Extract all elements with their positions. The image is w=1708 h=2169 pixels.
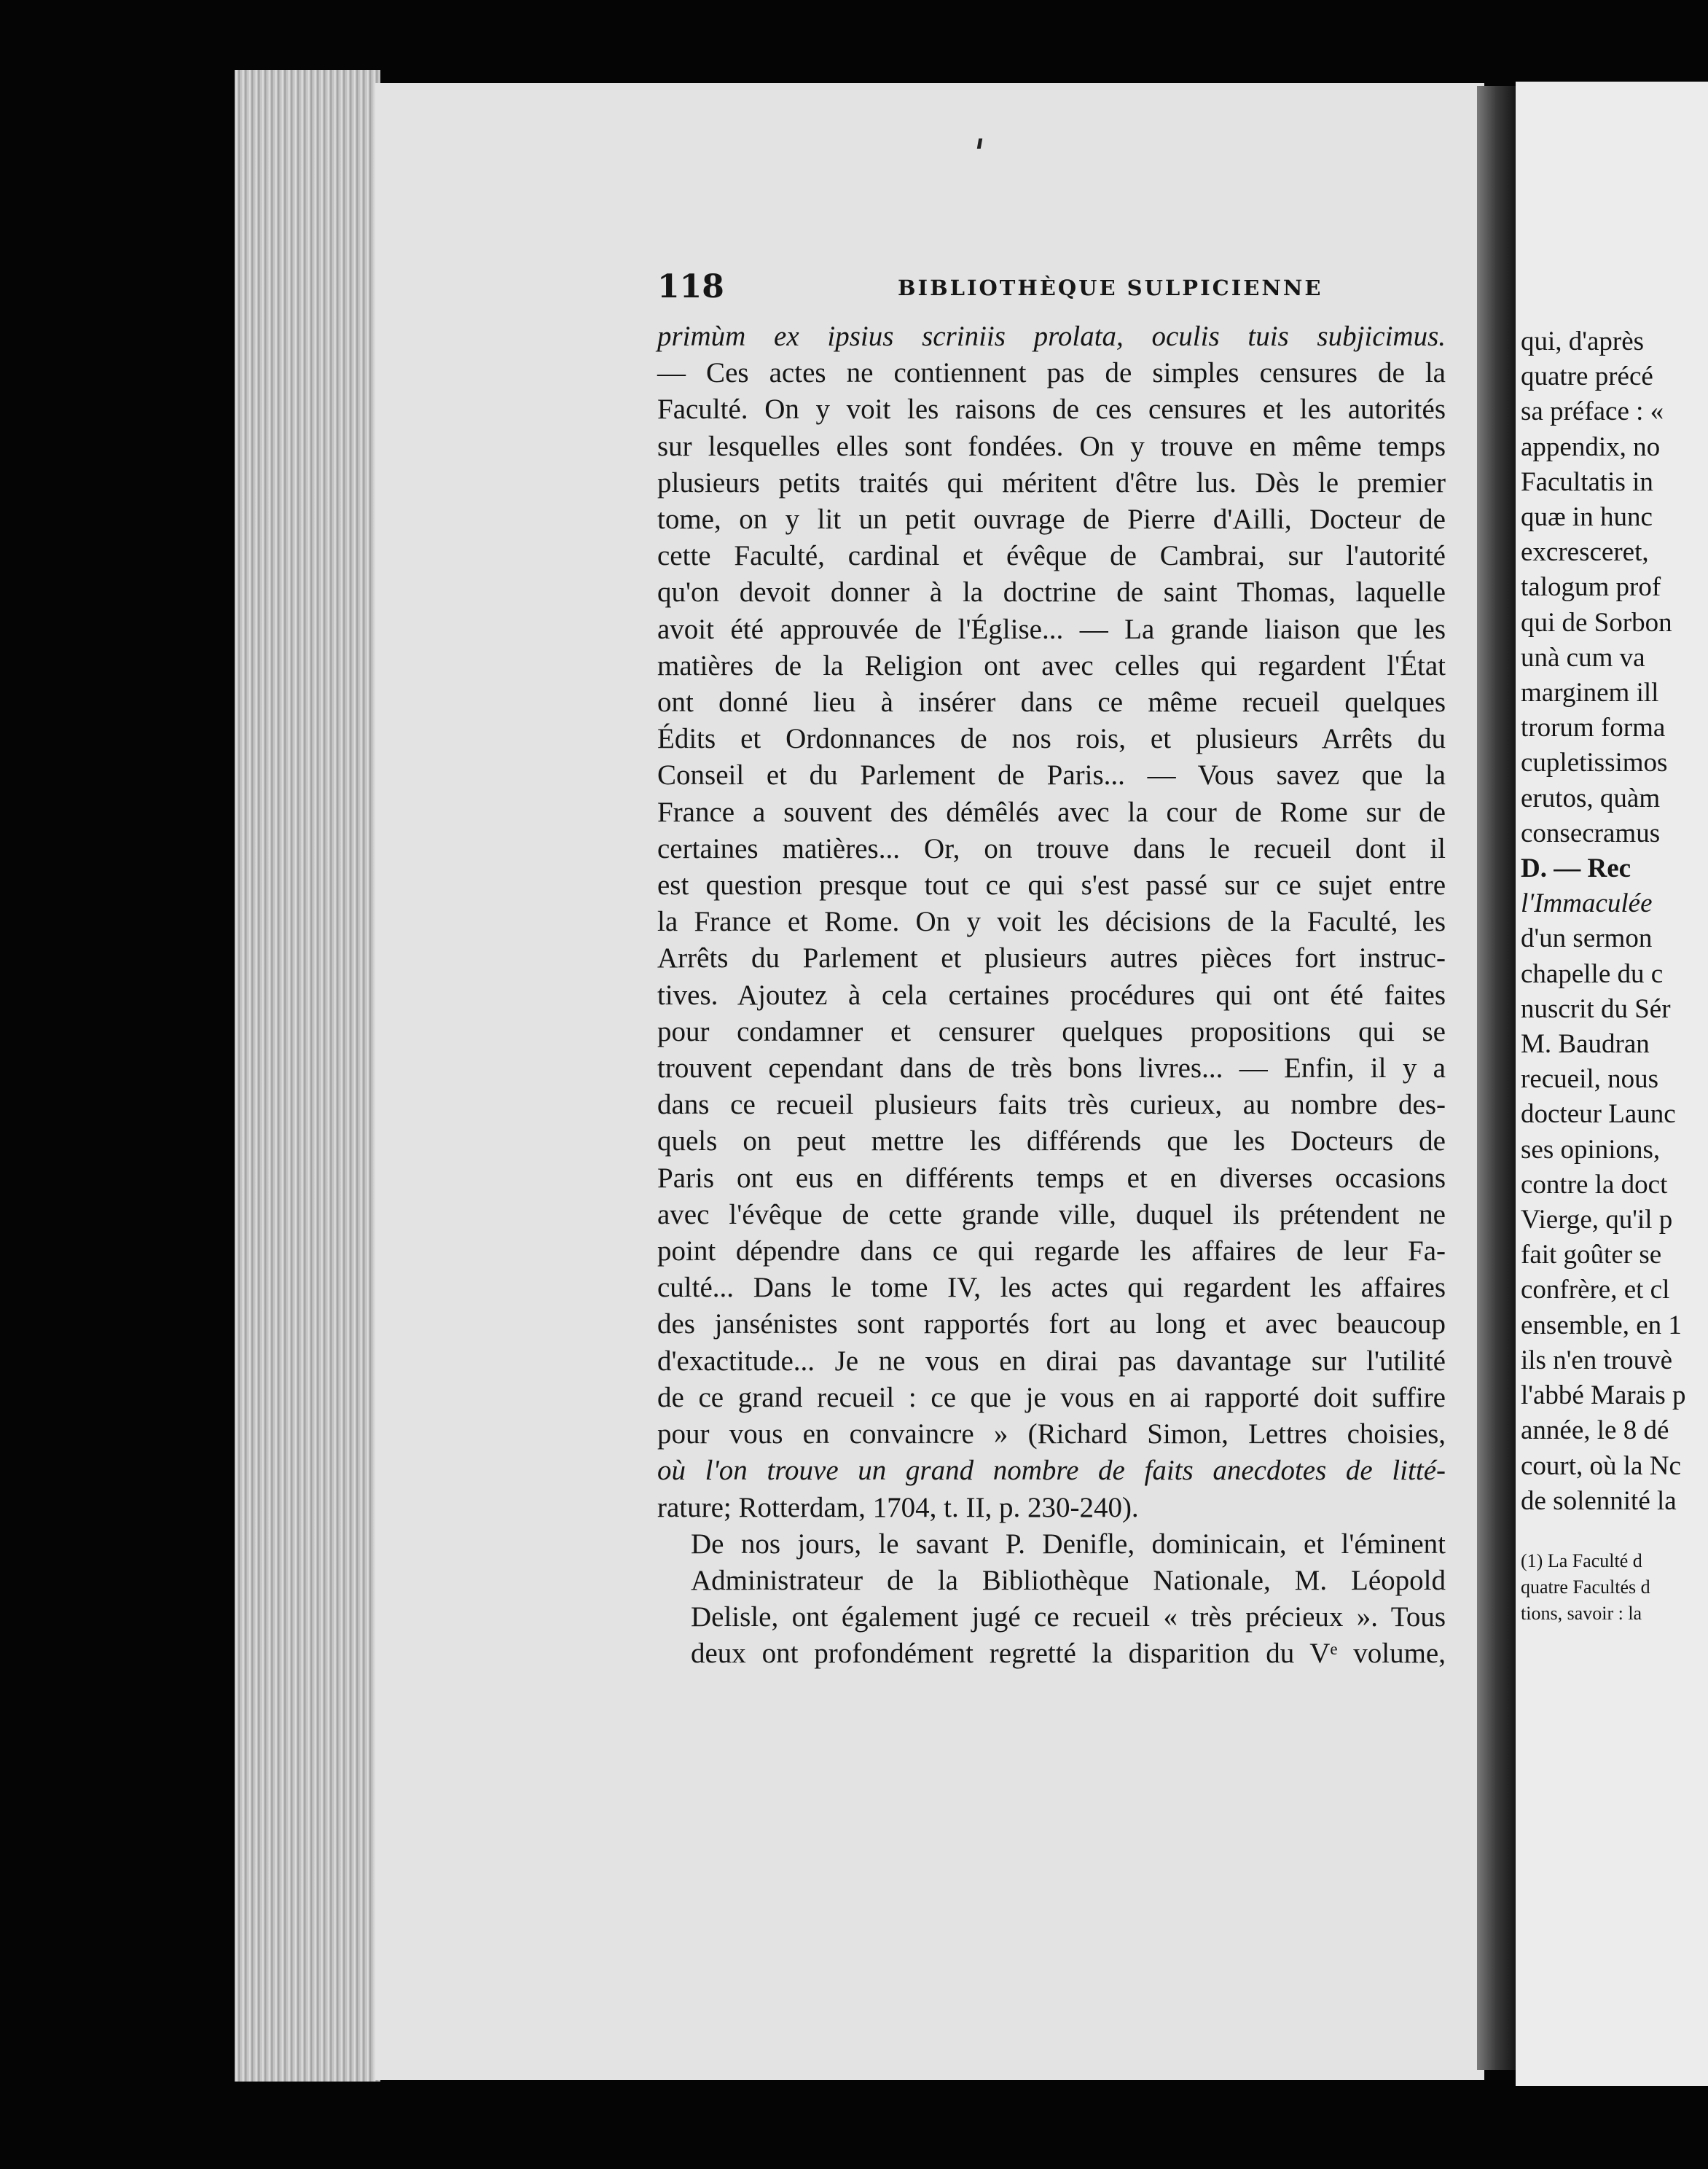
text-line: d'exactitude... Je ne vous en dirai pas davantage sur l'utilité [657, 1345, 1446, 1377]
text-line: culté... Dans le tome IV, les actes qui regardent les affaires [657, 1272, 1446, 1304]
text-line: sa préface : « [1521, 396, 1664, 427]
text-line: consecramus [1521, 818, 1661, 848]
page-number: 118 [657, 268, 724, 305]
running-head: BIBLIOTHÈQUE SULPICIENNE [898, 275, 1323, 300]
text-line: De nos jours, le savant P. Denifle, dominicain, et l'éminent [691, 1528, 1446, 1560]
paragraph-1 [657, 318, 1446, 1526]
text-line: fait goûter se [1521, 1240, 1662, 1270]
text-line: nuscrit du Sér [1521, 993, 1671, 1024]
text-line: Paris ont eus en différents temps et en diverses occasions [657, 1162, 1446, 1194]
text-line: trorum forma [1521, 713, 1666, 743]
text-line: l'abbé Marais p [1521, 1380, 1686, 1411]
text-line: qui de Sorbon [1521, 607, 1672, 638]
text-line: sur lesquelles elles sont fondées. On y trouve en même temps [657, 430, 1446, 462]
text-line: ses opinions, [1521, 1134, 1661, 1165]
text-line: qu'on devoit donner à la doctrine de saint Thomas, laquelle [657, 577, 1446, 609]
text-line: année, le 8 dé [1521, 1415, 1669, 1446]
text-line: trouvent cependant dans de très bons livres... — Enfin, il y a [657, 1052, 1446, 1084]
text-line: cupletissimos [1521, 748, 1668, 778]
text-line: Vierge, qu'il p [1521, 1205, 1673, 1235]
text-line: quæ in hunc [1521, 502, 1653, 533]
text-line: l'Immaculée [1521, 888, 1653, 919]
text-line: cette Faculté, cardinal et évêque de Cambrai, sur l'autorité [657, 540, 1446, 572]
right-page-text [1521, 324, 1708, 1627]
text-line: excresceret, [1521, 537, 1649, 568]
text-line: dans ce recueil plusieurs faits très curieux, au nombre des- [657, 1089, 1446, 1121]
text-line: rature; Rotterdam, 1704, t. II, p. 230-240). [657, 1491, 1139, 1523]
text-line: des jansénistes sont rapportés fort au long et avec beaucoup [657, 1308, 1446, 1340]
text-line: appendix, no [1521, 431, 1661, 462]
text-line: de solennité la [1521, 1485, 1677, 1516]
text-line: qui, d'après [1521, 327, 1645, 356]
text-line: quatre précé [1521, 362, 1653, 392]
text-line: France a souvent des démêlés avec la cour de Rome sur de [657, 796, 1446, 828]
text-line: ont donné lieu à insérer dans ce même recueil quelques [657, 687, 1446, 719]
text-line: certaines matières... Or, on trouve dans le recueil dont il [657, 832, 1446, 864]
text-line: court, où la Nc [1521, 1450, 1681, 1481]
text-line: recueil, nous [1521, 1064, 1659, 1095]
text-line: Administrateur de la Bibliothèque Nationale, M. Léopold [691, 1564, 1446, 1596]
page-edges [235, 70, 380, 2082]
text-line: confrère, et cl [1521, 1275, 1670, 1305]
text-line: erutos, quàm [1521, 783, 1661, 813]
footnote-line: (1) La Faculté d [1521, 1549, 1642, 1571]
text-line: D. — Rec [1521, 853, 1631, 884]
left-body-text [657, 318, 1446, 1673]
text-line: tives. Ajoutez à cela certaines procédures qui ont été faites [657, 979, 1446, 1011]
text-line: marginem ill [1521, 678, 1659, 708]
text-line: Édits et Ordonnances de nos rois, et plusieurs Arrêts du [657, 723, 1446, 755]
text-line: avoit été approuvée de l'Église... — La grande liaison que les [657, 613, 1446, 645]
text-line: quels on peut mettre les différends que les Docteurs de [657, 1125, 1446, 1157]
footnote-line: quatre Facultés d [1521, 1576, 1650, 1598]
text-line: docteur Launc [1521, 1099, 1676, 1130]
text-line: avec l'évêque de cette grande ville, duquel ils prétendent ne [657, 1198, 1446, 1230]
text-line: point dépendre dans ce qui regarde les affaires de leur Fa- [657, 1235, 1446, 1267]
text-line: Facultatis in [1521, 466, 1653, 497]
text-line: contre la doct [1521, 1169, 1668, 1200]
text-line: chapelle du c [1521, 958, 1664, 989]
text-line: tome, on y lit un petit ouvrage de Pierre d'Ailli, Docteur de [657, 504, 1446, 536]
text-line: matières de la Religion ont avec celles qui regardent l'État [657, 649, 1446, 681]
paragraph-2 [657, 1526, 1446, 1673]
text-line: ensemble, en 1 [1521, 1310, 1682, 1340]
footnote-line: tions, savoir : la [1521, 1602, 1642, 1624]
text-line: primùm ex ipsius scriniis prolata, oculis tuis subjicimus. [657, 321, 1446, 352]
text-line: pour vous en convaincre » (Richard Simon, Lettres choisies, [657, 1418, 1446, 1450]
text-line: pour condamner et censurer quelques propositions qui se [657, 1015, 1446, 1047]
text-line: est question presque tout ce qui s'est passé sur ce sujet entre [657, 869, 1446, 902]
text-line: Faculté. On y voit les raisons de ces censures et les autorités [657, 394, 1446, 426]
text-line: la France et Rome. On y voit les décisions de la Faculté, les [657, 906, 1446, 938]
text-line: talogum prof [1521, 572, 1661, 603]
spacer [1521, 1519, 1708, 1548]
text-line: d'un sermon [1521, 923, 1653, 954]
text-line: — Ces actes ne contiennent pas de simples censures de la [657, 357, 1446, 389]
text-line: unà cum va [1521, 642, 1645, 673]
text-line: Arrêts du Parlement et plusieurs autres pièces fort instruc- [657, 942, 1446, 974]
text-line: M. Baudran [1521, 1029, 1650, 1060]
text-line: deux ont profondément regretté la disparition du Vᵉ volume, [691, 1638, 1446, 1670]
text-line: Conseil et du Parlement de Paris... — Vous savez que la [657, 759, 1446, 792]
text-line: ils n'en trouvè [1521, 1345, 1673, 1375]
text-line: de ce grand recueil : ce que je vous en ai rapporté doit suffire [657, 1381, 1446, 1413]
text-line: plusieurs petits traités qui méritent d'être lus. Dès le premier [657, 466, 1446, 499]
text-line: où l'on trouve un grand nombre de faits anecdotes de litté- [657, 1455, 1446, 1487]
text-line: Delisle, ont également jugé ce recueil « très précieux ». Tous [691, 1601, 1446, 1633]
